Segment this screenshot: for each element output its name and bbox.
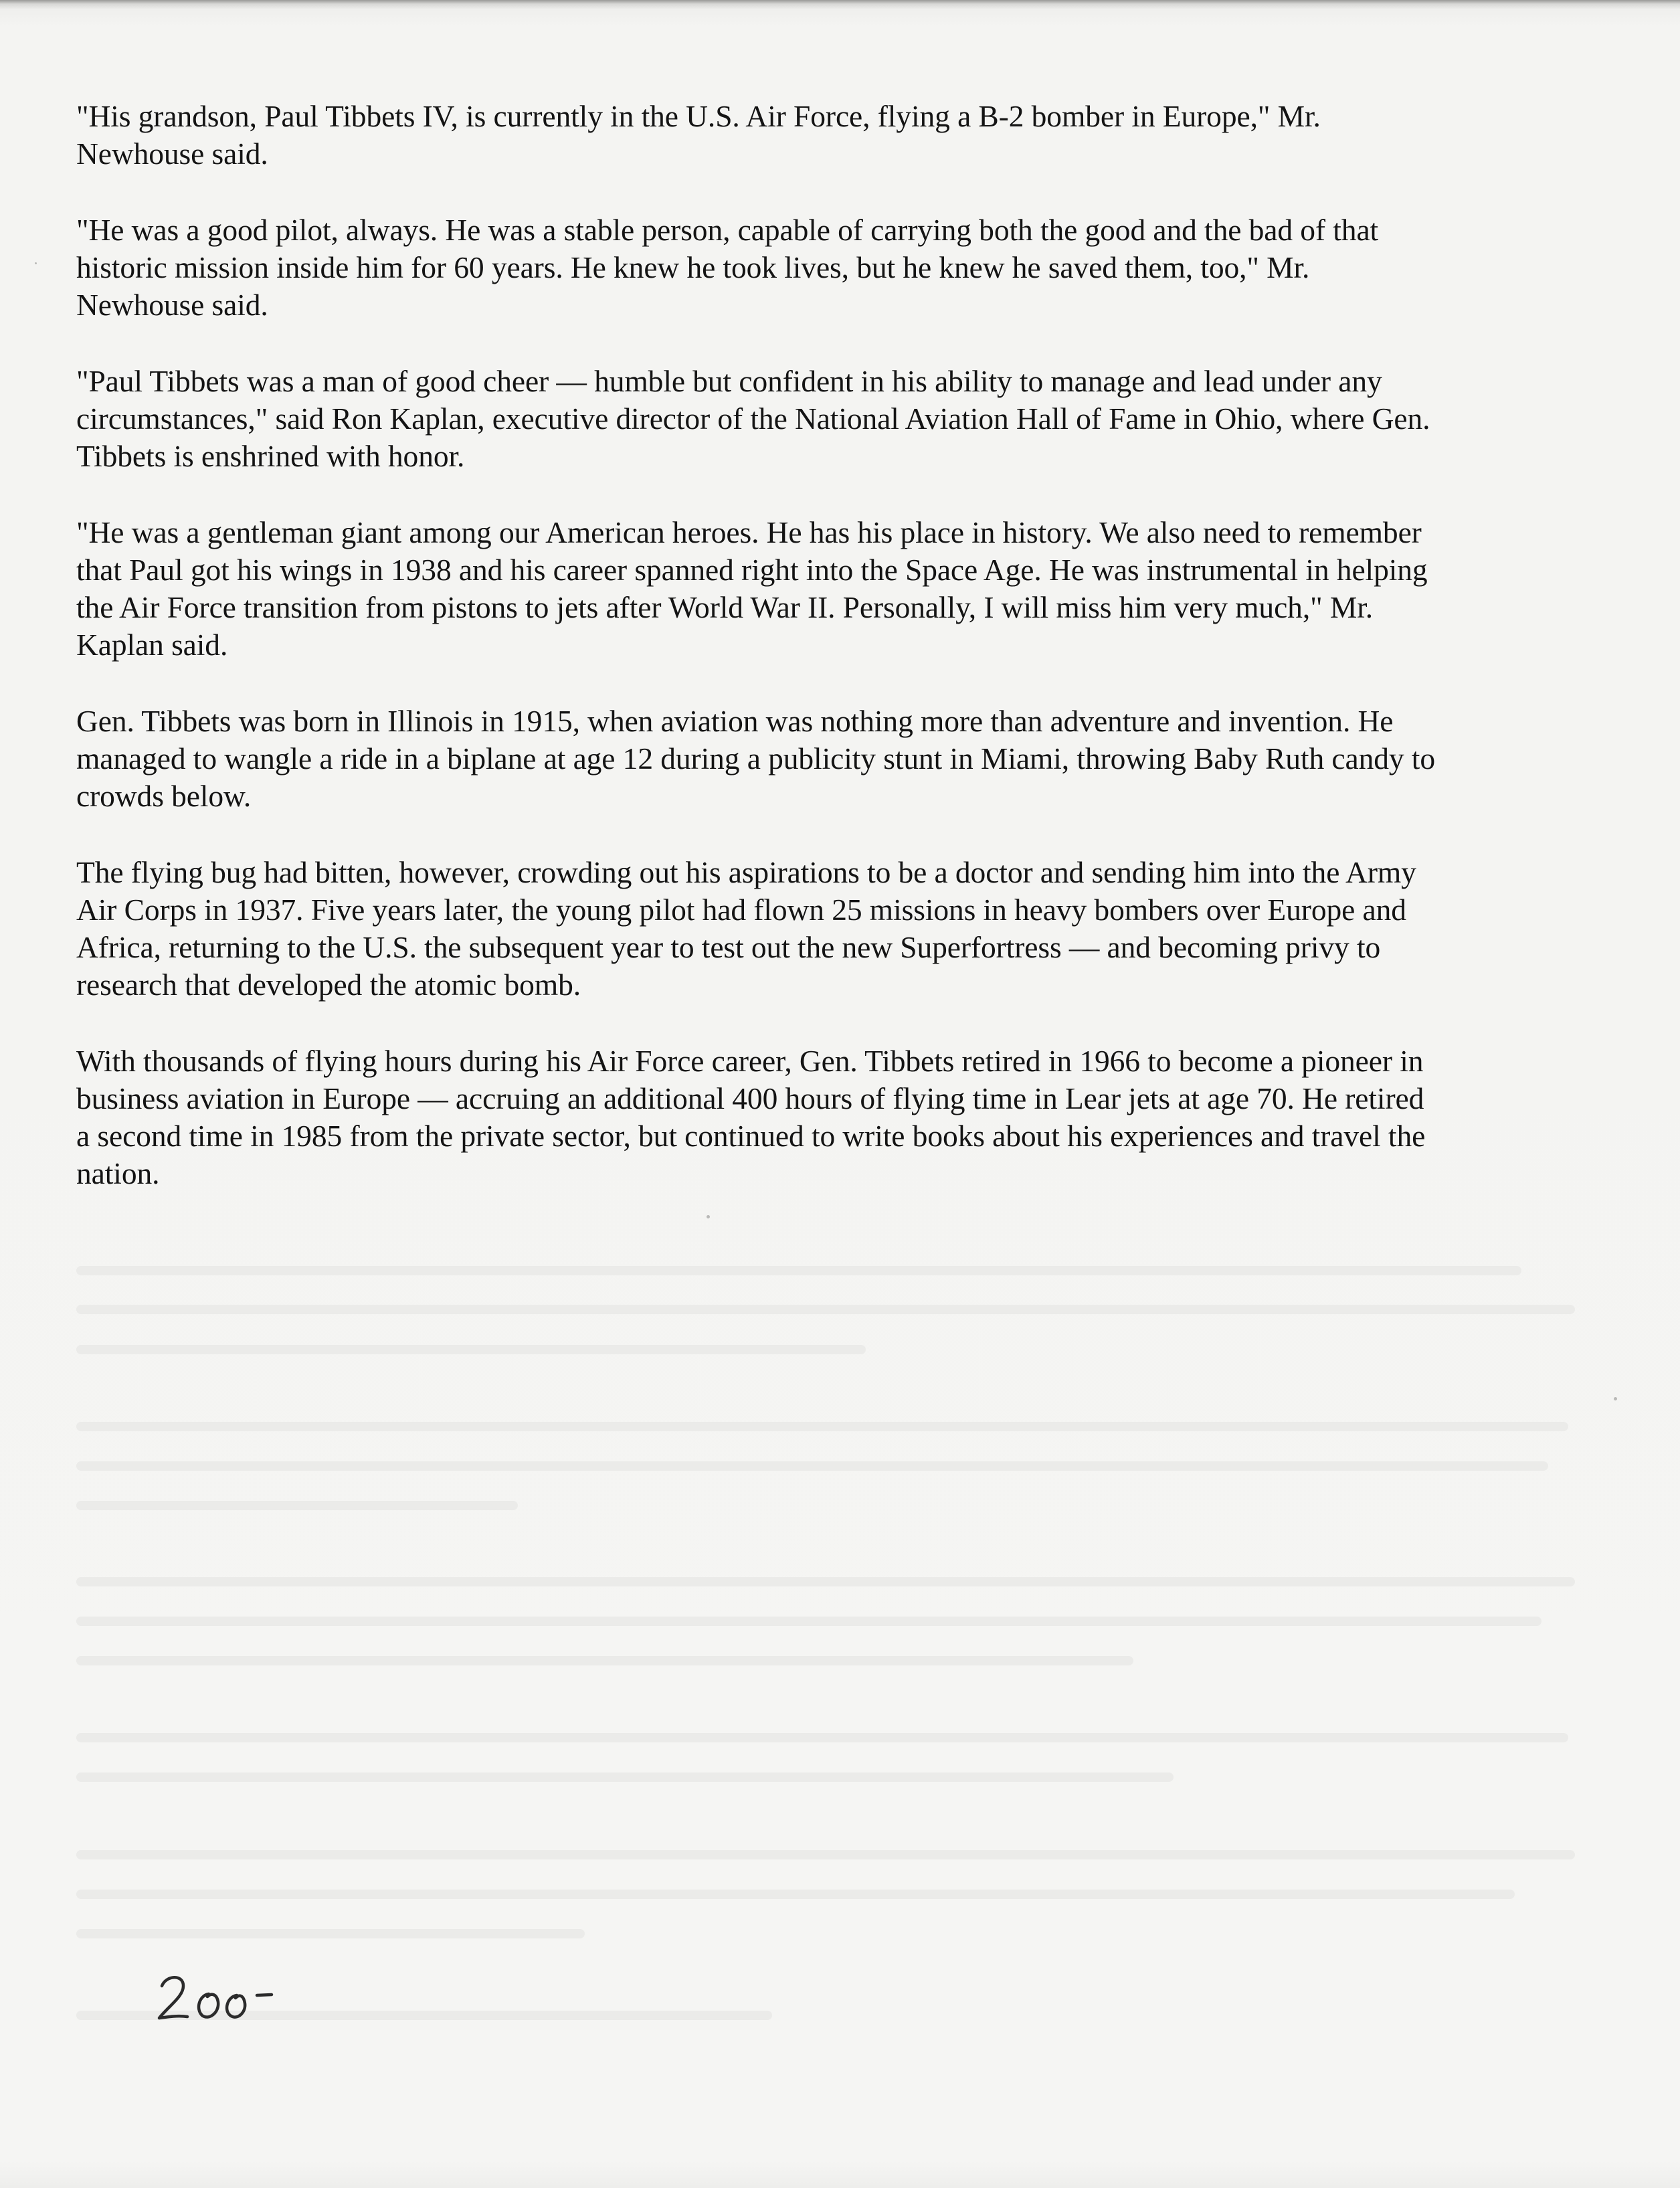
paragraph-retirement: With thousands of flying hours during his Air Force career, Gen. Tibbets retired in 1966 to become a pioneer in business aviation in Europe — accruing an additional 400 hours of flying time in Lear jets at age 70. He retired a second time in 1985 from the private sector, but continued to write books about his experiences and travel the nation. xyxy=(76,1044,1426,1190)
paragraph-kaplan-quote: "Paul Tibbets was a man of good cheer — humble but confident in his ability to manage and lead under any circumstances," said Ron Kaplan, executive director of the National Aviation Hall of Fame in Ohio, where Gen. Tibbets is enshrined with honor. xyxy=(76,364,1430,473)
bleed-through-line xyxy=(76,1501,518,1510)
bleed-through-line xyxy=(76,1656,1133,1665)
paragraph-gentleman-giant-quote: "He was a gentleman giant among our American heroes. He has his place in history. We also need to remember that Paul got his wings in 1938 and his career spanned right into the Space Age. He was instrumental in helping the Air Force transition from pistons to jets after World War II. Personally, I will miss him very much," Mr. Kaplan said. xyxy=(76,515,1428,662)
paragraph-good-pilot-quote: "He was a good pilot, always. He was a stable person, capable of carrying both the good and the bad of that historic mission inside him for 60 years. He knew he took lives, but he knew he saved them, too," Mr. Newhouse said. xyxy=(76,213,1379,322)
bleed-through-line xyxy=(76,1461,1548,1471)
stray-mark xyxy=(1614,1397,1617,1400)
bleed-through-line xyxy=(76,1617,1542,1626)
bleed-through-line xyxy=(76,1305,1575,1314)
stray-mark xyxy=(35,262,37,264)
paragraph-army-air-corps: The flying bug had bitten, however, crowding out his aspirations to be a doctor and sending him into the Army Air Corps in 1937. Five years later, the young pilot had flown 25 missions in heavy bombers over Europe and Africa, returning to the U.S. the subsequent year to test out the new Superfortress — and becoming privy to research that developed the atomic bomb. xyxy=(76,855,1416,1002)
bleed-through-line xyxy=(76,1890,1515,1899)
bleed-through-line xyxy=(76,1850,1575,1859)
article-text xyxy=(76,98,1582,1231)
bleed-through-line xyxy=(76,1266,1521,1275)
paragraph-early-life: Gen. Tibbets was born in Illinois in 1915, when aviation was nothing more than adventure and invention. He managed to wangle a ride in a biplane at age 12 during a publicity stunt in Miami, throwing Baby Ruth candy to crowds below. xyxy=(76,704,1435,813)
scan-top-edge xyxy=(0,0,1680,9)
paragraph-grandson-quote: "His grandson, Paul Tibbets IV, is currently in the U.S. Air Force, flying a B-2 bomber in Europe," Mr. Newhouse said. xyxy=(76,99,1321,171)
bleed-through-line xyxy=(76,1577,1575,1586)
bleed-through-line xyxy=(76,1733,1568,1742)
handwritten-note-200 xyxy=(139,1956,284,2031)
bleed-through-line xyxy=(76,1345,866,1354)
bleed-through-line xyxy=(76,1929,585,1938)
bleed-through-line xyxy=(76,1422,1568,1431)
bleed-through-line xyxy=(76,1772,1174,1782)
stray-mark xyxy=(707,1215,710,1218)
